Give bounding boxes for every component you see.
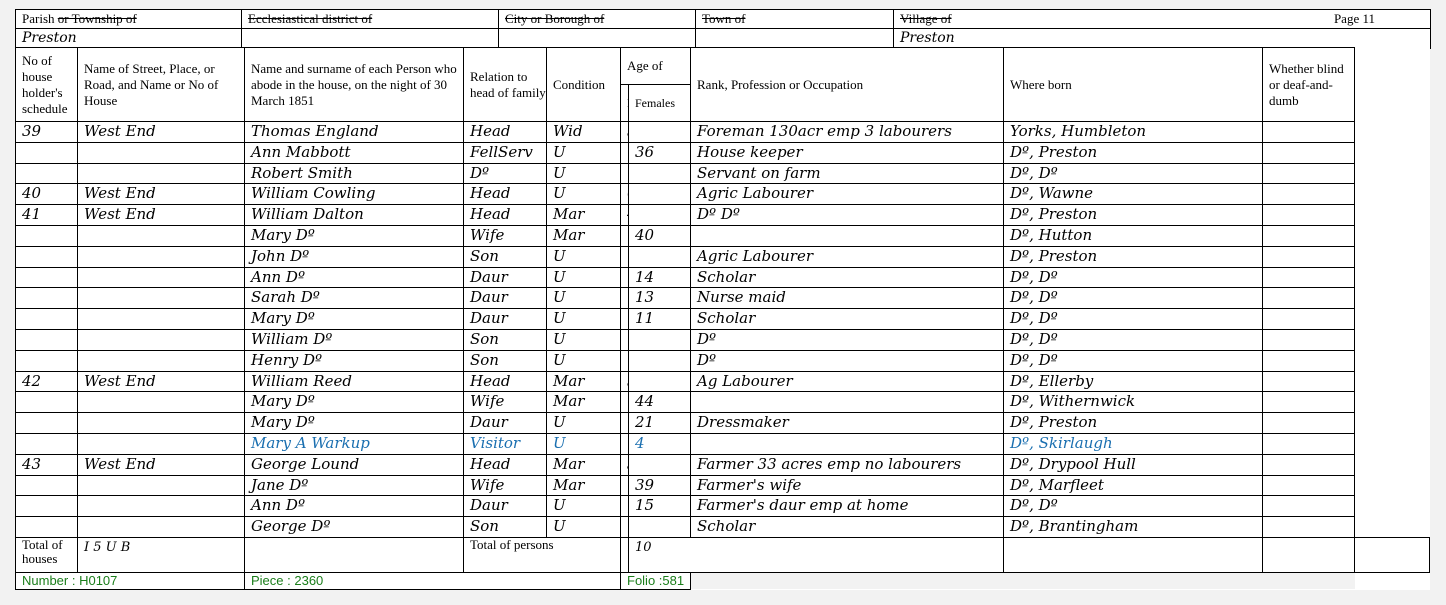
cell-relation: Wife [464, 475, 547, 496]
cell-males [621, 350, 629, 371]
cell-relation: Daur [464, 267, 547, 288]
cell-schedule [16, 246, 78, 267]
cell-born: Dº, Dº [1004, 267, 1263, 288]
cell-occupation: Servant on farm [691, 163, 1004, 184]
cell-males [621, 205, 629, 226]
cell-occupation: Scholar [691, 517, 1004, 538]
total-occupation-blank [1004, 537, 1263, 572]
cell-name: William Dalton [245, 205, 464, 226]
cell-schedule: 43 [16, 454, 78, 475]
place-header [15, 9, 1431, 49]
cell-name: Mary Dº [245, 392, 464, 413]
cell-condition: U [547, 288, 621, 309]
cell-blind [1263, 309, 1355, 330]
cell-relation: Head [464, 184, 547, 205]
col-name: Name and surname of each Person who abode in the house, on the night of 30 March 1851 [245, 48, 464, 122]
cell-schedule [16, 392, 78, 413]
cell-females: 15 [629, 496, 691, 517]
cell-females: 44 [629, 392, 691, 413]
total-houses-value: I 5 U B [78, 537, 245, 572]
table-row [16, 454, 1430, 475]
col-occupation: Rank, Profession or Occupation [691, 48, 1004, 122]
cell-condition: U [547, 350, 621, 371]
cell-males [621, 142, 629, 163]
cell-condition: U [547, 267, 621, 288]
cell-condition: Wid [547, 122, 621, 143]
cell-schedule [16, 142, 78, 163]
cell-blind [1263, 246, 1355, 267]
footer-folio: Folio :581 [621, 572, 691, 589]
cell-condition: U [547, 433, 621, 454]
cell-street [78, 329, 245, 350]
cell-schedule [16, 163, 78, 184]
cell-born: Dº, Dº [1004, 163, 1263, 184]
col-males [621, 85, 629, 122]
cell-schedule [16, 517, 78, 538]
footer-row [16, 572, 1430, 589]
cell-males [621, 371, 629, 392]
cell-born: Dº, Preston [1004, 246, 1263, 267]
table-row [16, 163, 1430, 184]
village-label: Village of Page 11 [894, 10, 1431, 29]
cell-name: William Dº [245, 329, 464, 350]
cell-street [78, 246, 245, 267]
cell-schedule: 42 [16, 371, 78, 392]
cell-blind [1263, 329, 1355, 350]
cell-name: John Dº [245, 246, 464, 267]
census-table [15, 47, 1430, 590]
cell-females [629, 205, 691, 226]
cell-occupation: Dº Dº [691, 205, 1004, 226]
cell-relation: Son [464, 329, 547, 350]
cell-born: Dº, Dº [1004, 496, 1263, 517]
cell-relation: Daur [464, 496, 547, 517]
cell-name: Mary Dº [245, 225, 464, 246]
col-schedule: No of house holder's schedule [16, 48, 78, 122]
cell-females: 13 [629, 288, 691, 309]
total-males [621, 537, 629, 572]
cell-blind [1263, 122, 1355, 143]
cell-males [621, 496, 629, 517]
cell-occupation: Farmer's daur emp at home [691, 496, 1004, 517]
cell-born: Dº, Drypool Hull [1004, 454, 1263, 475]
cell-condition: U [547, 184, 621, 205]
cell-schedule: 41 [16, 205, 78, 226]
cell-name: Mary Dº [245, 309, 464, 330]
cell-males [621, 288, 629, 309]
cell-condition: U [547, 496, 621, 517]
cell-condition: Mar [547, 475, 621, 496]
cell-females: 14 [629, 267, 691, 288]
cell-females [629, 163, 691, 184]
cell-condition: U [547, 413, 621, 434]
cell-schedule [16, 350, 78, 371]
cell-males [621, 246, 629, 267]
cell-occupation: Scholar [691, 267, 1004, 288]
cell-condition: Mar [547, 454, 621, 475]
col-born: Where born [1004, 48, 1263, 122]
col-street: Name of Street, Place, or Road, and Name or No of House [78, 48, 245, 122]
cell-relation: Head [464, 205, 547, 226]
cell-schedule: 40 [16, 184, 78, 205]
cell-street [78, 267, 245, 288]
cell-born: Dº, Wawne [1004, 184, 1263, 205]
total-persons-label: Total of persons [464, 537, 621, 572]
cell-occupation [691, 225, 1004, 246]
cell-blind [1263, 371, 1355, 392]
cell-born: Dº, Preston [1004, 205, 1263, 226]
cell-occupation: Scholar [691, 309, 1004, 330]
cell-relation: FellServ [464, 142, 547, 163]
cell-occupation [691, 392, 1004, 413]
column-header-row [16, 48, 1430, 85]
cell-born: Dº, Dº [1004, 329, 1263, 350]
cell-born: Dº, Ellerby [1004, 371, 1263, 392]
cell-males [621, 433, 629, 454]
footer-number: Number : H0107 [16, 572, 245, 589]
cell-relation: Visitor [464, 433, 547, 454]
table-row [16, 413, 1430, 434]
cell-relation: Daur [464, 309, 547, 330]
cell-condition: U [547, 163, 621, 184]
table-row [16, 392, 1430, 413]
cell-females: 21 [629, 413, 691, 434]
cell-occupation: Ag Labourer [691, 371, 1004, 392]
table-row [16, 371, 1430, 392]
cell-name: Mary A Warkup [245, 433, 464, 454]
cell-condition: U [547, 517, 621, 538]
cell-occupation: Farmer's wife [691, 475, 1004, 496]
cell-relation: Son [464, 246, 547, 267]
cell-street [78, 475, 245, 496]
cell-relation: Wife [464, 225, 547, 246]
cell-street [78, 309, 245, 330]
cell-name: Mary Dº [245, 413, 464, 434]
cell-street [78, 496, 245, 517]
cell-males [621, 122, 629, 143]
footer-piece: Piece : 2360 [245, 572, 621, 589]
cell-street: West End [78, 454, 245, 475]
cell-occupation: Farmer 33 acres emp no labourers [691, 454, 1004, 475]
cell-males [621, 392, 629, 413]
cell-street: West End [78, 122, 245, 143]
cell-males [621, 475, 629, 496]
cell-relation: Daur [464, 288, 547, 309]
col-blind: Whether blind or deaf-and-dumb [1263, 48, 1355, 122]
total-blind-blank [1355, 537, 1430, 572]
cell-blind [1263, 454, 1355, 475]
parish-label: Parish or Township of [16, 10, 242, 29]
cell-born: Dº, Preston [1004, 413, 1263, 434]
cell-born: Dº, Dº [1004, 309, 1263, 330]
cell-name: Ann Mabbott [245, 142, 464, 163]
cell-street [78, 413, 245, 434]
cell-street [78, 517, 245, 538]
table-row [16, 267, 1430, 288]
cell-females [629, 184, 691, 205]
cell-blind [1263, 392, 1355, 413]
table-row [16, 517, 1430, 538]
cell-condition: U [547, 246, 621, 267]
cell-schedule [16, 475, 78, 496]
cell-born: Dº, Dº [1004, 288, 1263, 309]
cell-street [78, 392, 245, 413]
total-females: 10 [629, 537, 1004, 572]
cell-condition: U [547, 329, 621, 350]
cell-schedule [16, 329, 78, 350]
table-row [16, 329, 1430, 350]
cell-blind [1263, 288, 1355, 309]
col-condition: Condition [547, 48, 621, 122]
cell-relation: Daur [464, 413, 547, 434]
cell-condition: Mar [547, 225, 621, 246]
cell-name: Ann Dº [245, 496, 464, 517]
table-row [16, 496, 1430, 517]
table-row [16, 350, 1430, 371]
cell-schedule [16, 309, 78, 330]
cell-name: George Lound [245, 454, 464, 475]
cell-females [629, 122, 691, 143]
cell-blind [1263, 205, 1355, 226]
cell-males [621, 163, 629, 184]
cell-blind [1263, 433, 1355, 454]
cell-males [621, 267, 629, 288]
page-number: Page 11 [1333, 11, 1375, 26]
cell-schedule [16, 267, 78, 288]
cell-occupation [691, 433, 1004, 454]
table-row [16, 142, 1430, 163]
cell-blind [1263, 163, 1355, 184]
table-row [16, 433, 1430, 454]
cell-males [621, 454, 629, 475]
table-row [16, 184, 1430, 205]
city-value [499, 29, 696, 49]
table-row [16, 225, 1430, 246]
cell-name: Sarah Dº [245, 288, 464, 309]
cell-occupation: Dº [691, 350, 1004, 371]
cell-blind [1263, 142, 1355, 163]
cell-occupation: Nurse maid [691, 288, 1004, 309]
cell-condition: Mar [547, 371, 621, 392]
cell-blind [1263, 475, 1355, 496]
cell-blind [1263, 225, 1355, 246]
total-blank [245, 537, 464, 572]
cell-males [621, 413, 629, 434]
cell-males [621, 225, 629, 246]
cell-schedule [16, 288, 78, 309]
cell-condition: U [547, 142, 621, 163]
cell-females [629, 329, 691, 350]
cell-occupation: Foreman 130acr emp 3 labourers [691, 122, 1004, 143]
cell-females: 36 [629, 142, 691, 163]
cell-relation: Son [464, 350, 547, 371]
cell-relation: Head [464, 122, 547, 143]
cell-males [621, 309, 629, 330]
cell-street [78, 163, 245, 184]
cell-blind [1263, 413, 1355, 434]
cell-relation: Wife [464, 392, 547, 413]
cell-schedule [16, 496, 78, 517]
cell-name: William Reed [245, 371, 464, 392]
cell-born: Dº, Withernwick [1004, 392, 1263, 413]
ecclesiastical-value [242, 29, 499, 49]
cell-schedule: 39 [16, 122, 78, 143]
cell-condition: U [547, 309, 621, 330]
cell-name: Thomas England [245, 122, 464, 143]
table-row [16, 309, 1430, 330]
cell-born: Dº, Marfleet [1004, 475, 1263, 496]
cell-schedule [16, 433, 78, 454]
town-label: Town of [696, 10, 894, 29]
table-row [16, 475, 1430, 496]
cell-born: Yorks, Humbleton [1004, 122, 1263, 143]
cell-relation: Dº [464, 163, 547, 184]
town-value [696, 29, 894, 49]
cell-street [78, 225, 245, 246]
cell-blind [1263, 496, 1355, 517]
table-row [16, 122, 1430, 143]
cell-occupation: Dº [691, 329, 1004, 350]
cell-males [621, 329, 629, 350]
cell-condition: Mar [547, 392, 621, 413]
cell-street: West End [78, 205, 245, 226]
cell-females: 11 [629, 309, 691, 330]
cell-females [629, 350, 691, 371]
cell-schedule [16, 413, 78, 434]
cell-females [629, 517, 691, 538]
cell-schedule [16, 225, 78, 246]
cell-relation: Son [464, 517, 547, 538]
cell-occupation: Agric Labourer [691, 184, 1004, 205]
footer-blank [691, 572, 1355, 589]
village-value: Preston [894, 29, 1431, 49]
totals-row [16, 537, 1430, 572]
cell-blind [1263, 517, 1355, 538]
cell-relation: Head [464, 454, 547, 475]
cell-street [78, 433, 245, 454]
table-row [16, 288, 1430, 309]
cell-relation: Head [464, 371, 547, 392]
table-row [16, 246, 1430, 267]
parish-value: Preston [16, 29, 242, 49]
cell-street [78, 350, 245, 371]
cell-males [621, 184, 629, 205]
cell-street [78, 142, 245, 163]
city-label: City or Borough of [499, 10, 696, 29]
total-houses-label: Total of houses [16, 537, 78, 572]
cell-name: Henry Dº [245, 350, 464, 371]
cell-occupation: Dressmaker [691, 413, 1004, 434]
cell-occupation: House keeper [691, 142, 1004, 163]
cell-born: Dº, Brantingham [1004, 517, 1263, 538]
cell-born: Dº, Dº [1004, 350, 1263, 371]
cell-females: 39 [629, 475, 691, 496]
col-age-of: Age of [621, 48, 691, 85]
col-relation: Relation to head of family [464, 48, 547, 122]
cell-street [78, 288, 245, 309]
cell-blind [1263, 267, 1355, 288]
cell-name: Jane Dº [245, 475, 464, 496]
cell-females: 40 [629, 225, 691, 246]
cell-name: George Dº [245, 517, 464, 538]
cell-name: William Cowling [245, 184, 464, 205]
col-females: Females [629, 85, 691, 122]
cell-born: Dº, Skirlaugh [1004, 433, 1263, 454]
cell-females [629, 246, 691, 267]
cell-males [621, 517, 629, 538]
total-born-blank [1263, 537, 1355, 572]
cell-name: Robert Smith [245, 163, 464, 184]
cell-street: West End [78, 184, 245, 205]
cell-born: Dº, Hutton [1004, 225, 1263, 246]
cell-name: Ann Dº [245, 267, 464, 288]
cell-blind [1263, 184, 1355, 205]
cell-females: 4 [629, 433, 691, 454]
cell-born: Dº, Preston [1004, 142, 1263, 163]
cell-blind [1263, 350, 1355, 371]
cell-females [629, 371, 691, 392]
cell-street: West End [78, 371, 245, 392]
cell-occupation: Agric Labourer [691, 246, 1004, 267]
ecclesiastical-label: Ecclesiastical district of [242, 10, 499, 29]
cell-condition: Mar [547, 205, 621, 226]
cell-females [629, 454, 691, 475]
table-row [16, 205, 1430, 226]
